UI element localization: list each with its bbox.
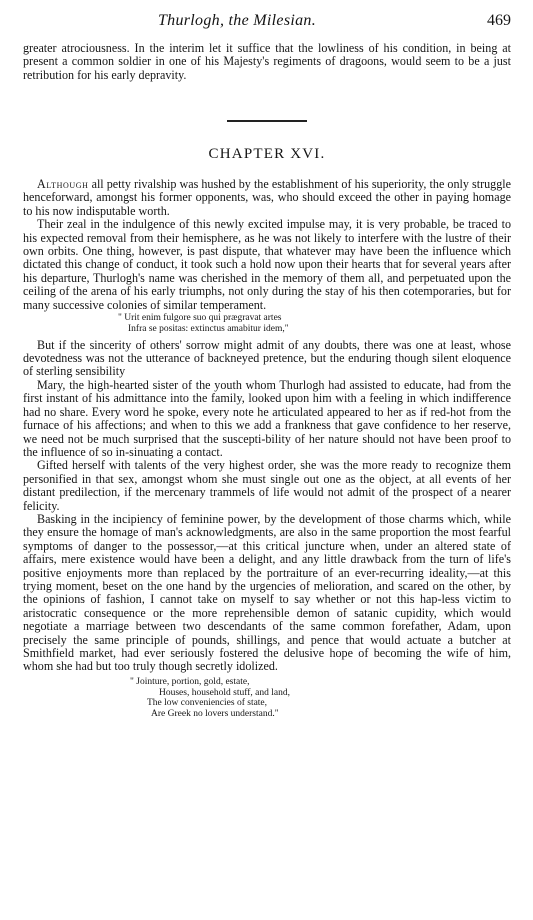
drop-word: Although — [37, 177, 89, 192]
chapter-paragraph-3: But if the sincerity of others' sorrow might admit of any doubts, there was one at least, whose devotedness was not the utterance of backneyed pretence, but the enduring though silent eloquence of sterling sensibility — [23, 337, 511, 379]
running-head: Thurlogh, the Milesian. — [157, 12, 316, 29]
verse-line: Are Greek no lovers understand." — [151, 709, 279, 720]
latin-quotation — [23, 313, 511, 335]
chapter-title: CHAPTER XVI. — [208, 145, 326, 162]
section-divider — [227, 120, 307, 121]
verse-quotation — [23, 677, 511, 720]
page-number: 469 — [487, 12, 511, 29]
quote-line: " Urit enim fulgore suo qui prægravat artes — [118, 313, 282, 324]
chapter-paragraph-2: Their zeal in the indulgence of this newly excited impulse may, it is very probable, be traced to his expected removal from their hemisphere, as he was not likely to interfere with the lustre of their own orbits. One thing, however, is past dispute, that whatever may have been the influence which dictated this change of conduct, it took such a hold now upon their hearts that for several years after his departure, Thurlogh's name was cherished in the memory of them all, and perpetuated upon the ceiling of the arena of his early triumphs, not only during the stay of his then cotemporaries, but for many successive colonies of similar temperament. — [23, 217, 511, 312]
chapter-paragraph-6: Basking in the incipiency of feminine power, by the development of those charms which, while they ensure the homage of man's acknowledgments, are also in the same proportion the most fearful symptoms of danger to the possessor,—at this critical juncture when, under an altered state of affairs, mere existence would have been a delight, and any little drawback from the turn of life's positive enjoyments more than replaced by the portraiture of an ever-recurring ideality,—at this trying moment, beset on the one hand by the urgencies of melioration, and scared on the other, by the opinions of fashion, I cannot take on myself to say whether or not this hap-less victim to aristocratic consequence or the more reprehensible demon of satanic cupidity, which would negotiate a marriage between two descendants of the same common forefather, Adam, upon precisely the same principle of pounds, shillings, and pence that would actuate a butcher at Smithfield market, had ever seriously fostered the delusive hope of becoming the wife of him, whom she had but too truly though secretly idolized. — [23, 511, 511, 674]
verse-line: Houses, household stuff, and land, — [159, 687, 290, 698]
paragraph-1-text: all petty rivalship was hushed by the establishment of his superiority, the only struggle henceforward, amongst his former opponents, was, who should exceed the other in paying homage to his now indisputable worth. — [23, 177, 511, 218]
verse-line: " Jointure, portion, gold, estate, — [130, 676, 250, 687]
chapter-paragraph-1 — [23, 178, 511, 218]
verse-line: The low conveniencies of state, — [147, 698, 268, 709]
chapter-paragraph-5: Gifted herself with talents of the very highest order, she was the more ready to recognize them personified in that sex, amongst whom she must single out one as the object, at all events of her distant predilection, if the mercenary trammels of life would not admit of the prospect of a nearer felicity. — [23, 458, 511, 513]
page-header — [23, 14, 511, 42]
opening-paragraph: greater atrociousness. In the interim let it suffice that the lowliness of his condition, in being at present a common soldier in one of his Majesty's regiments of dragoons, would seem to be a just retribution for his early depravity. — [23, 41, 511, 82]
quote-line: Infra se positas: extinctus amabitur idem," — [128, 323, 289, 334]
chapter-paragraph-4: Mary, the high-hearted sister of the youth whom Thurlogh had assisted to educate, had from the first instant of his admittance into the family, looked upon him with a feeling in which indifference had no share. Every word he spoke, every note he articulated appeared to her as if red-hot from the furnace of his affections; and when to this we add a frankness that gave confidence to her reserve, we need not be much surprised that the suscepti-bility of her nature should not have been proof to the influence of so in-sinuating a contact. — [23, 377, 511, 459]
